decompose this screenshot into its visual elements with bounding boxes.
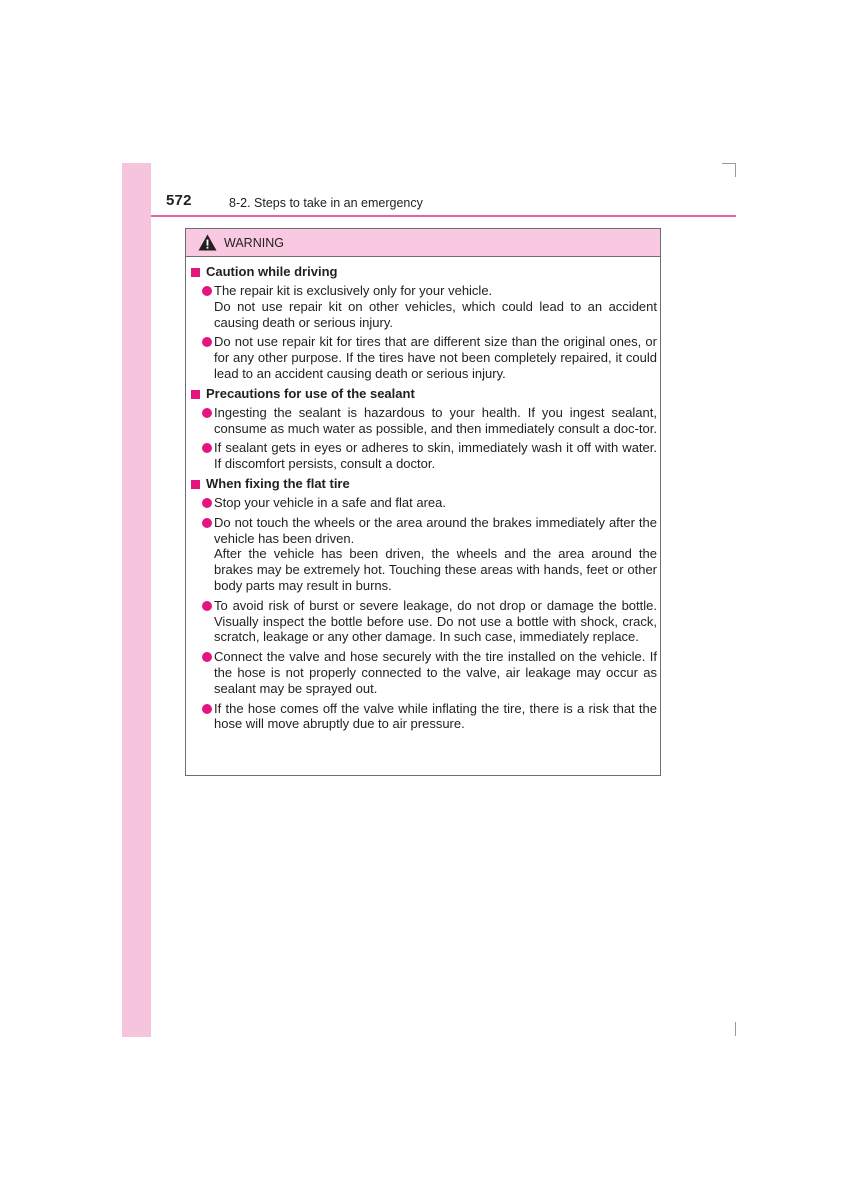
warning-triangle-icon: [198, 234, 217, 251]
bullet-item: [214, 495, 657, 511]
square-bullet-icon: [191, 480, 200, 489]
square-bullet-icon: [191, 268, 200, 277]
bullet-item: [214, 334, 657, 381]
warning-header: [186, 229, 660, 257]
bullet-text: If sealant gets in eyes or adheres to skin, immediately wash it off with water. If discomfort persists, consult a doctor.: [214, 440, 657, 472]
crop-mark: [722, 163, 736, 164]
crop-mark: [735, 163, 736, 177]
bullet-item: [214, 649, 657, 696]
round-bullet-icon: [202, 704, 212, 714]
bullet-text: Ingesting the sealant is hazardous to your health. If you ingest sealant, consume as much water as possible, and then immediately consult a doc-tor.: [214, 404, 657, 436]
section-heading-text: Precautions for use of the sealant: [206, 385, 415, 401]
round-bullet-icon: [202, 652, 212, 662]
bullet-text: Do not use repair kit on other vehicles, which could lead to an accident causing death or serious injury.: [214, 298, 657, 330]
square-bullet-icon: [191, 390, 200, 399]
page-number: 572: [166, 192, 192, 209]
crop-mark: [735, 1022, 736, 1036]
warning-box: [185, 228, 661, 776]
bullet-text: Do not touch the wheels or the area around the brakes immediately after the vehicle has been driven.: [214, 514, 657, 546]
bullet-text: To avoid risk of burst or severe leakage, do not drop or damage the bottle. Visually inspect the bottle before use. Do not use a bottle with shock, crack, scratch, leakage or any other damage. In such case, immediately replace.: [214, 597, 657, 645]
bullet-text: The repair kit is exclusively only for your vehicle.: [214, 283, 493, 298]
round-bullet-icon: [202, 498, 212, 508]
bullet-text: Connect the valve and hose securely with the tire installed on the vehicle. If the hose is not properly connected to the valve, air leakage may occur as sealant may be sprayed out.: [214, 649, 657, 696]
section-heading: [190, 476, 660, 492]
bullet-item: [214, 283, 657, 330]
round-bullet-icon: [202, 286, 212, 296]
warning-label: WARNING: [224, 235, 284, 250]
bullet-text: If the hose comes off the valve while inflating the tire, there is a risk that the hose will move abruptly due to air pressure.: [214, 700, 657, 732]
bullet-item: [214, 405, 657, 437]
section-heading-text: When fixing the flat tire: [206, 475, 350, 491]
bullet-item: [214, 598, 657, 645]
bullet-item: [214, 440, 657, 472]
section-title: 8-2. Steps to take in an emergency: [229, 196, 423, 210]
bullet-text: After the vehicle has been driven, the wheels and the area around the brakes may be extremely hot. Touching these areas with hands, feet or other body parts may result in burns.: [214, 546, 657, 593]
section-heading-text: Caution while driving: [206, 264, 338, 279]
bullet-text: Do not use repair kit for tires that are different size than the original ones, or for any other purpose. If the tires have not been completely repaired, it could lead to an accident causing death or serious injury.: [214, 334, 657, 381]
warning-body: [186, 264, 660, 736]
round-bullet-icon: [202, 601, 212, 611]
chapter-side-tab: [122, 163, 151, 1037]
section-heading: [190, 264, 660, 280]
round-bullet-icon: [202, 408, 212, 418]
header-divider: [151, 215, 736, 217]
bullet-text: Stop your vehicle in a safe and flat area.: [214, 494, 446, 510]
bullet-item: [214, 515, 657, 594]
round-bullet-icon: [202, 518, 212, 528]
round-bullet-icon: [202, 337, 212, 347]
section-heading: [190, 386, 660, 402]
round-bullet-icon: [202, 443, 212, 453]
bullet-item: [214, 701, 657, 733]
